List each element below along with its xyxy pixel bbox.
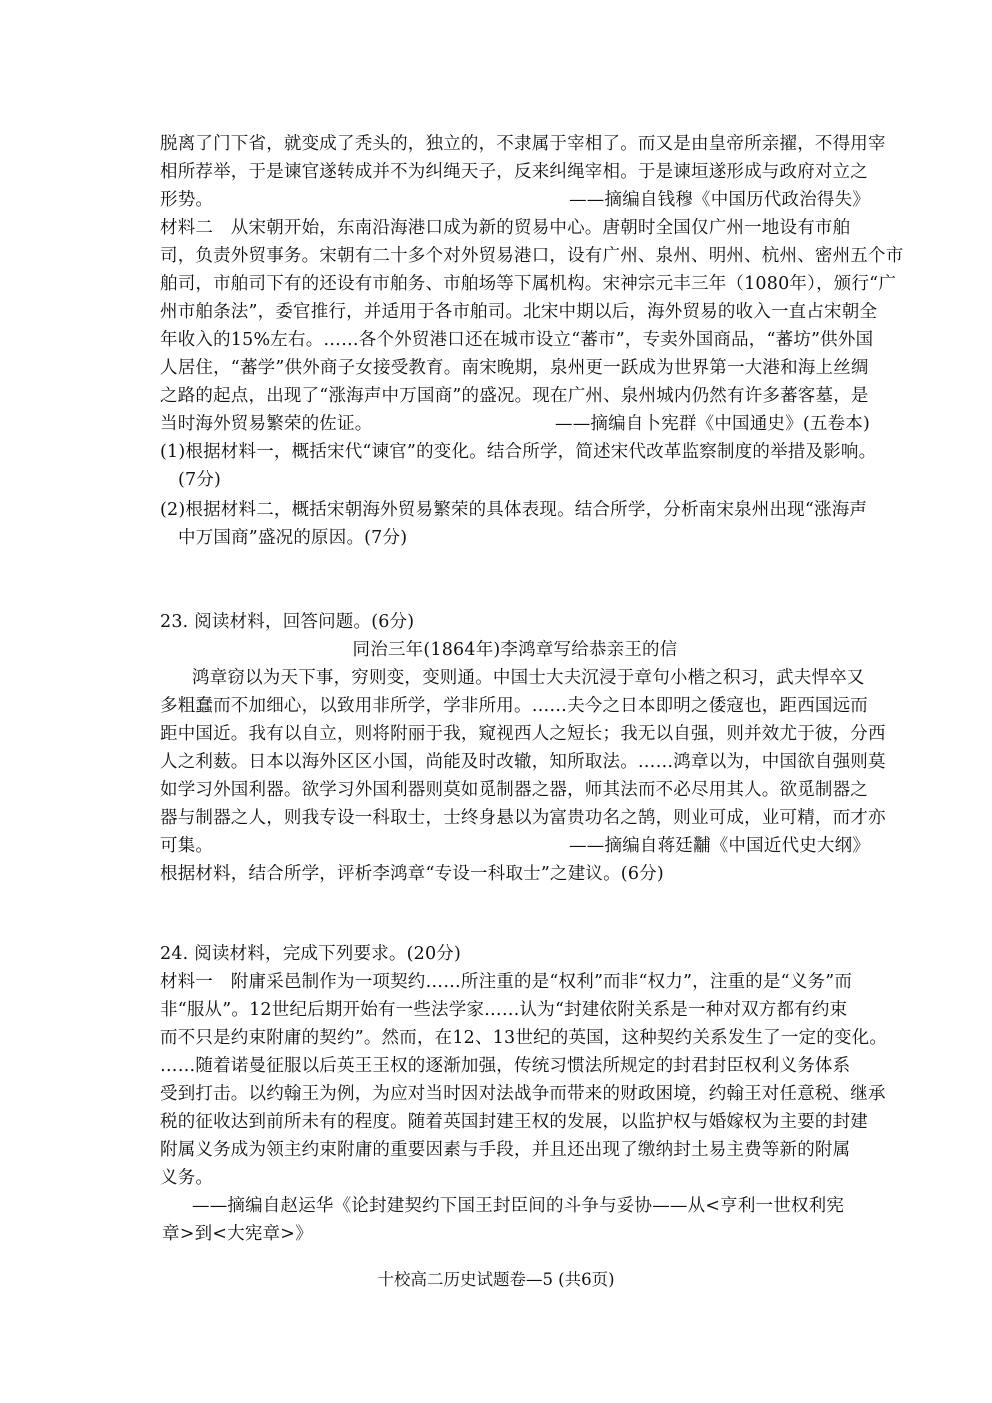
letter-line: 可集。 <box>160 836 214 856</box>
letter-line: 如学习外国利器。欲学习外国利器则莫如觅制器之器，师其法而不必尽用其人。欲觅制器之 <box>160 780 868 800</box>
letter-line: 距中国近。我有以自立，则将附丽于我，窥视西人之短长；我无以自强，则并效尤于彼，分西 <box>160 724 886 744</box>
material-line: 附属义务成为领主约束附庸的重要因素与手段，并且还出现了缴纳封土易主费等新的附属 <box>160 1140 851 1160</box>
material-line: 司，负责外贸事务。宋朝有二十多个对外贸易港口，设有广州、泉州、明州、杭州、密州五个市 <box>160 246 904 266</box>
question-23-ask: 根据材料，结合所学，评析李鸿章“专设一科取士”之建议。(6分) <box>160 864 664 884</box>
letter-line: 器与制器之人，则我专设一科取士，士终身悬以为富贵功名之鹄，则业可成，业可精，而才亦 <box>160 808 886 828</box>
material-line: 材料一 附庸采邑制作为一项契约……所注重的是“权利”而非“权力”，注重的是“义务”而 <box>160 972 853 992</box>
material-line: 非“服从”。12世纪后期开始有一些法学家……认为“封建依附关系是一种对双方都有约束 <box>160 1000 848 1020</box>
source-citation: ——摘编自蒋廷黼《中国近代史大纲》 <box>569 836 870 856</box>
material-line: 受到打击。以约翰王为例，为应对当时因对法战争而带来的财政困境，约翰王对任意税、继承 <box>160 1084 886 1104</box>
letter-line: 多粗蠢而不加细心，以致用非所学，学非所用。……夫今之日本即明之倭寇也，距西国远而 <box>160 696 868 716</box>
material-line: 而不只是约束附庸的契约”。然而，在12、13世纪的英国，这种契约关系发生了一定的变化。 <box>160 1028 888 1048</box>
question-1-score: (7分) <box>178 470 222 490</box>
material-line: ……随着诺曼征服以后英王王权的逐渐加强，传统习惯法所规定的封君封臣权利义务体系 <box>160 1056 851 1076</box>
question-1: (1)根据材料一，概括宋代“谏官”的变化。结合所学，简述宋代改革监察制度的举措及影响。 <box>160 442 877 462</box>
material-line: 之路的起点，出现了“涨海声中万国商”的盛况。现在广州、泉州城内仍然有许多蕃客墓，是 <box>160 386 869 406</box>
text-line: 相所荐举，于是谏官遂转成并不为纠绳天子，反来纠绳宰相。于是谏垣遂形成与政府对立之 <box>160 162 868 182</box>
source-citation-cont: 章>到<大宪章>》 <box>162 1224 313 1244</box>
question-23-heading: 23. 阅读材料，回答问题。(6分) <box>160 612 415 632</box>
page-footer: 十校高二历史试题卷—5 (共6页) <box>377 1270 615 1289</box>
material-line: 舶司，市舶司下有的还设有市舶务、市舶场等下属机构。宋神宗元丰三年（1080年），颁行“广 <box>160 274 897 294</box>
material-line: 义务。 <box>160 1168 214 1188</box>
question-2-cont: 中万国商”盛况的原因。(7分) <box>178 528 408 548</box>
material-line: 税的征收达到前所未有的程度。随着英国封建王权的发展，以监护权与婚嫁权为主要的封建 <box>160 1112 868 1132</box>
material-line: 材料二 从宋朝开始，东南沿海港口成为新的贸易中心。唐朝时全国仅广州一地设有市舶 <box>160 218 851 238</box>
source-citation: ——摘编自钱穆《中国历代政治得失》 <box>569 190 870 210</box>
source-citation: ——摘编自赵运华《论封建契约下国王封臣间的斗争与妥协——从<亨利一世权利宪 <box>192 1196 845 1216</box>
question-2: (2)根据材料二，概括宋朝海外贸易繁荣的具体表现。结合所学，分析南宋泉州出现“涨海声 <box>160 500 868 520</box>
text-line: 脱离了门下省，就变成了秃头的，独立的，不隶属于宰相了。而又是由皇帝所亲擢，不得用宰 <box>160 134 886 154</box>
material-line: 州市舶条法”，委官推行，并适用于各市舶司。北宋中期以后，海外贸易的收入一直占宋朝全 <box>160 302 878 322</box>
question-24-heading: 24. 阅读材料，完成下列要求。(20分) <box>160 944 462 964</box>
letter-title: 同治三年(1864年)李鸿章写给恭亲王的信 <box>352 640 678 660</box>
material-line: 当时海外贸易繁荣的佐证。 <box>160 414 373 434</box>
material-line: 年收入的15%左右。……各个外贸港口还在城市设立“蕃市”，专卖外国商品，“蕃坊”供外国 <box>160 330 874 350</box>
letter-line: 鸿章窃以为天下事，穷则变，变则通。中国士大夫沉浸于章句小楷之积习，武夫悍卒又 <box>192 668 865 688</box>
material-line: 人居住，“蕃学”供外商子女接受教育。南宋晚期，泉州更一跃成为世界第一大港和海上丝绸 <box>160 358 869 378</box>
text-line: 形势。 <box>160 190 214 210</box>
source-citation: ——摘编自卜宪群《中国通史》(五卷本) <box>555 414 870 434</box>
letter-line: 人之利薮。日本以海外区区小国，尚能及时改辙，知所取法。……鸿章以为，中国欲自强则莫 <box>160 752 886 772</box>
